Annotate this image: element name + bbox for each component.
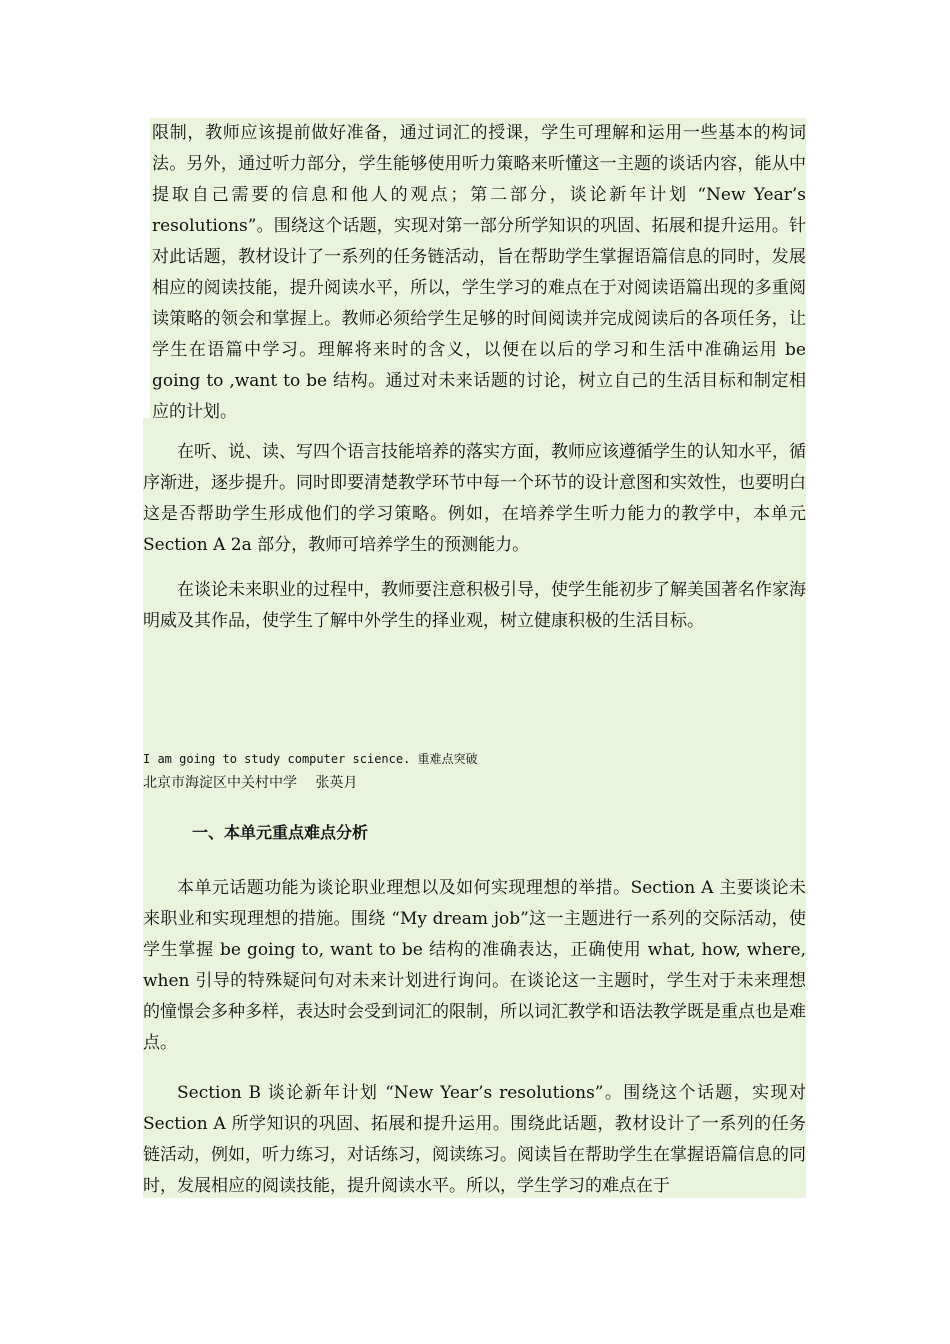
section-heading: 一、本单元重点难点分析	[192, 823, 369, 842]
article-author: 北京市海淀区中关村中学 张英月	[143, 775, 358, 791]
article-title: I am going to study computer science. 重难点突破	[143, 752, 478, 766]
paragraph-continued: 限制，教师应该提前做好准备，通过词汇的授课，学生可理解和运用一些基本的构词法。另外，通过听力部分，学生能够使用听力策略来听懂这一主题的谈话内容，能从中提取自己需要的信息和他人的观点；第二部分，谈论新年计划 “New Year’s resolutions”。围绕这个话题，实现对第一部分所学知识的巩固、拓展和提升运用。针对此话题，教材设计了一系列的任务链活动，旨在帮助学生掌握语篇信息的同时，发展相应的阅读技能，提升阅读水平，所以，学生学习的难点在于对阅读语篇出现的多重阅读策略的领会和掌握上。教师必须给学生足够的时间阅读并完成阅读后的各项任务，让学生在语篇中学习。理解将来时的含义，以便在以后的学习和生活中准确运用 be going to ,want to be 结构。通过对未来话题的讨论，树立自己的生活目标和制定相应的计划。	[152, 123, 806, 422]
paragraph-section-b: Section B 谈论新年计划 “New Year’s resolutions”。围绕这个话题，实现对 Section A 所学知识的巩固、拓展和提升运用。围绕此话题，教材设计了一系列的任务链活动，例如，听力练习，对话练习，阅读练习。阅读旨在帮助学生在掌握语篇信息的同时，发展相应的阅读技能，提升阅读水平。所以，学生学习的难点在于	[143, 1083, 806, 1196]
paragraph-skills: 在听、说、读、写四个语言技能培养的落实方面，教师应该遵循学生的认知水平，循序渐进，逐步提升。同时即要清楚教学环节中每一个环节的设计意图和实效性，也要明白这是否帮助学生形成他们的学习策略。例如，在培养学生听力能力的教学中，本单元 Section A 2a 部分，教师可培养学生的预测能力。	[143, 442, 806, 555]
paragraph-section-a: 本单元话题功能为谈论职业理想以及如何实现理想的举措。Section A 主要谈论未来职业和实现理想的措施。围绕 “My dream job”这一主题进行一系列的交际活动，使学生掌握 be going to, want to be 结构的准确表达，正确使用 what, how, where, when 引导的特殊疑问句对未来计划进行询问。在谈论这一主题时，学生对于未来理想的憧憬会多种多样，表达时会受到词汇的限制，所以词汇教学和语法教学既是重点也是难点。	[143, 878, 806, 1053]
paragraph-careers: 在谈论未来职业的过程中，教师要注意积极引导，使学生能初步了解美国著名作家海明威及其作品，使学生了解中外学生的择业观，树立健康积极的生活目标。	[143, 580, 806, 631]
